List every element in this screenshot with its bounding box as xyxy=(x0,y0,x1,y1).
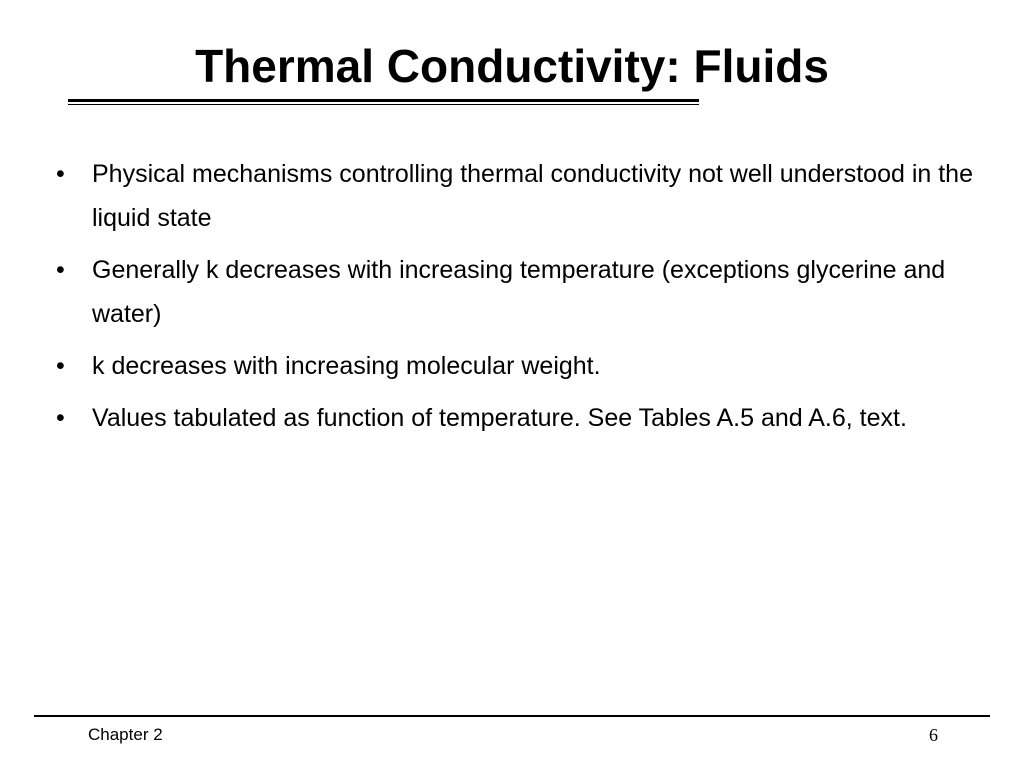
bullet-item xyxy=(52,344,982,388)
footer-divider xyxy=(34,715,990,717)
bullet-dot-icon: • xyxy=(56,404,65,432)
bullet-text: Values tabulated as function of temperature. See Tables A.5 and A.6, text. xyxy=(92,404,907,432)
footer-chapter-label: Chapter 2 xyxy=(88,725,163,744)
bullet-text: Generally k decreases with increasing temperature (exceptions glycerine and water) xyxy=(92,256,946,328)
bullet-list xyxy=(52,152,982,448)
bullet-dot-icon: • xyxy=(56,160,65,188)
bullet-item xyxy=(52,396,982,440)
slide-title: Thermal Conductivity: Fluids xyxy=(195,40,829,92)
bullet-item xyxy=(52,248,982,336)
bullet-text: Physical mechanisms controlling thermal conductivity not well understood in the liquid state xyxy=(92,160,973,232)
bullet-dot-icon: • xyxy=(56,352,65,380)
bullet-dot-icon: • xyxy=(56,256,65,284)
bullet-text: k decreases with increasing molecular weight. xyxy=(92,352,601,380)
title-underline-thick xyxy=(68,99,699,102)
footer-page-number: 6 xyxy=(929,725,938,745)
bullet-item xyxy=(52,152,982,240)
title-underline-thin xyxy=(68,104,699,105)
